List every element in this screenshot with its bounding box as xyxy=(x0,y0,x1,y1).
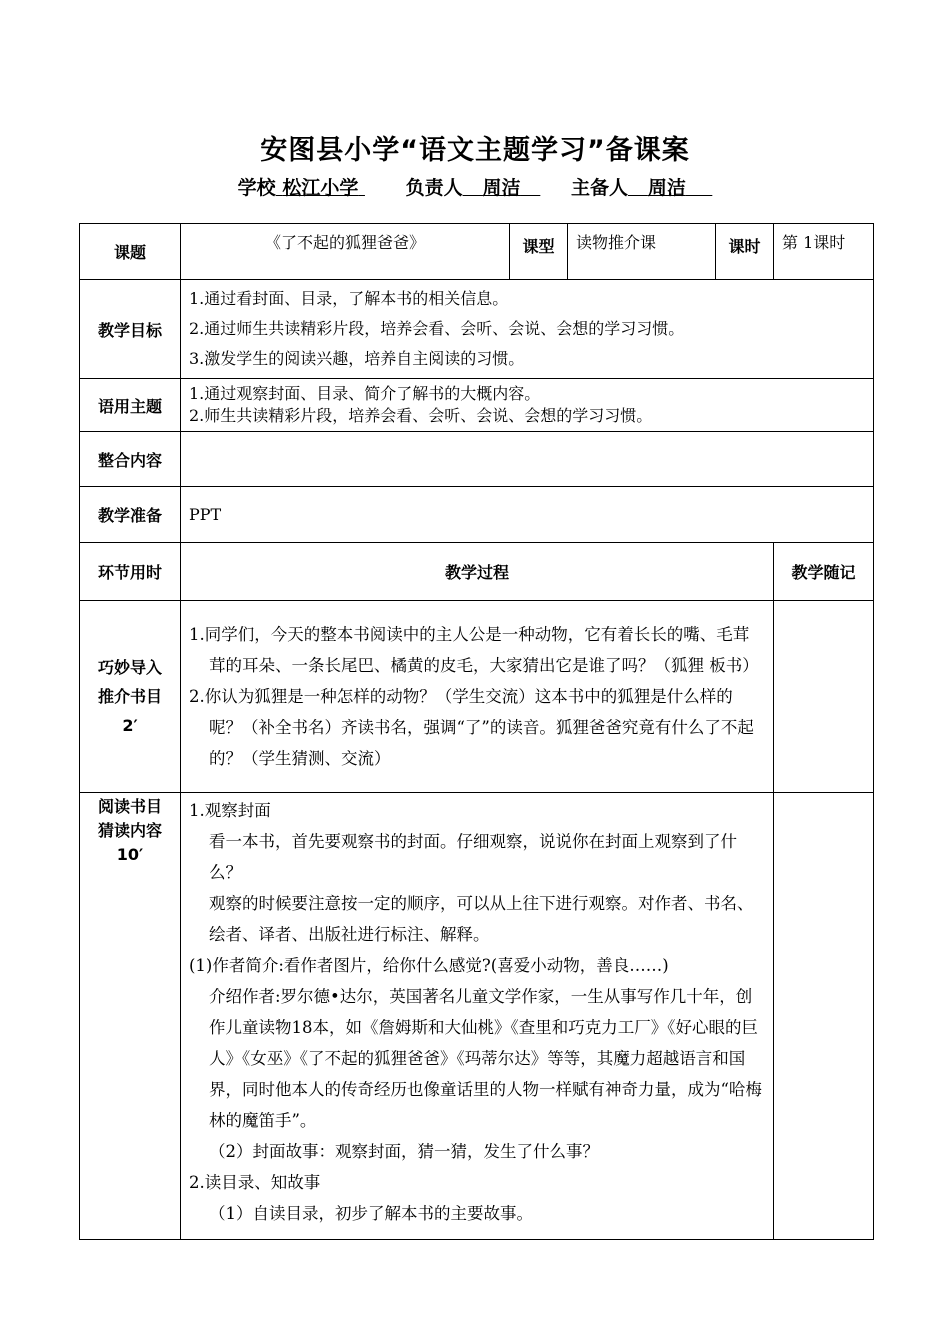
theme-item: 1.通过观察封面、目录、简介了解书的大概内容。 xyxy=(189,384,541,403)
stage2-para: (1)作者简介:看作者图片，给你什么感觉?(喜爱小动物，善良……) xyxy=(189,956,669,975)
stage1-content xyxy=(181,601,774,793)
stage1-label: 巧妙导入 推介书目 2′ xyxy=(80,601,181,793)
preparer-label: 主备人 xyxy=(570,177,628,199)
row-stage1 xyxy=(80,601,874,793)
theme-label: 语用主题 xyxy=(80,379,181,432)
row-integrate xyxy=(80,432,874,487)
row-stage2 xyxy=(80,793,874,1240)
stage2-para: （2）封面故事：观察封面，猜一猜，发生了什么事？ xyxy=(209,1142,599,1161)
leader-label: 负责人 xyxy=(405,177,463,199)
topic-label: 课题 xyxy=(80,224,181,280)
theme-item: 2.师生共读精彩片段，培养会看、会听、会说、会想的学习习惯。 xyxy=(189,406,653,425)
row-process-header xyxy=(80,543,874,601)
row-goals xyxy=(80,280,874,379)
row-theme xyxy=(80,379,874,432)
row-topic xyxy=(80,224,874,280)
period-label: 课时 xyxy=(716,224,774,280)
goals-content xyxy=(181,280,874,379)
stage1-item: 2.你认为狐狸是一种怎样的动物？（学生交流）这本书中的狐狸是什么样的呢？（补全书名）齐读书名，强调“了”的读音。狐狸爸爸究竟有什么了不起的？（学生猜测、交流） xyxy=(189,687,754,768)
stage2-para: 介绍作者:罗尔德•达尔，英国著名儿童文学作家，一生从事写作几十年，创作儿童读物18本，如《詹姆斯和大仙桃》《查里和巧克力工厂》《好心眼的巨人》《女巫》《了不起的狐狸爸爸》《玛蒂尔达》等等，其魔力超越语言和国界，同时他本人的传奇经历也像童话里的人物一样赋有神奇力量，成为“哈梅林的魔笛手”。 xyxy=(209,987,762,1130)
theme-content xyxy=(181,379,874,432)
stage1-item: 1.同学们，今天的整本书阅读中的主人公是一种动物，它有着长长的嘴、毛茸茸的耳朵、一条长尾巴、橘黄的皮毛，大家猜出它是谁了吗？（狐狸 板书） xyxy=(189,625,759,675)
school-label: 学校 xyxy=(237,177,276,199)
lesson-plan-table xyxy=(79,223,874,1240)
stage2-para: （1）自读目录，初步了解本书的主要故事。 xyxy=(209,1204,533,1223)
row-prep xyxy=(80,487,874,543)
type-value: 读物推介课 xyxy=(568,224,716,280)
stage-label: 环节用时 xyxy=(80,543,181,601)
header-meta xyxy=(0,173,950,200)
school-value: 松江小学 xyxy=(282,177,359,199)
stage2-para: 看一本书，首先要观察书的封面。仔细观察，说说你在封面上观察到了什么？ xyxy=(209,832,737,882)
stage2-content xyxy=(181,793,774,1240)
stage2-label: 阅读书目 猜读内容 10′ xyxy=(80,793,181,1240)
topic-value: 《了不起的狐狸爸爸》 xyxy=(181,224,510,280)
goal-item: 3.激发学生的阅读兴趣，培养自主阅读的习惯。 xyxy=(189,349,525,368)
goals-label: 教学目标 xyxy=(80,280,181,379)
integrate-label: 整合内容 xyxy=(80,432,181,487)
notes-label: 教学随记 xyxy=(774,543,874,601)
period-value: 第 1课时 xyxy=(774,224,874,280)
process-label: 教学过程 xyxy=(181,543,774,601)
prep-label: 教学准备 xyxy=(80,487,181,543)
goal-item: 2.通过师生共读精彩片段，培养会看、会听、会说、会想的学习习惯。 xyxy=(189,319,685,338)
integrate-content xyxy=(181,432,874,487)
goal-item: 1.通过看封面、目录，了解本书的相关信息。 xyxy=(189,289,509,308)
leader-value: 周洁 xyxy=(482,177,521,199)
stage2-notes xyxy=(774,793,874,1240)
preparer-value: 周洁 xyxy=(647,177,686,199)
type-label: 课型 xyxy=(510,224,568,280)
prep-content: PPT xyxy=(181,487,874,543)
page-title: 安图县小学“语文主题学习”备课案 xyxy=(260,135,690,166)
stage2-para: 观察的时候要注意按一定的顺序，可以从上往下进行观察。对作者、书名、绘者、译者、出版社进行标注、解释。 xyxy=(209,894,754,944)
stage2-title: 1.观察封面 xyxy=(189,801,271,820)
stage2-para: 2.读目录、知故事 xyxy=(189,1173,321,1192)
stage1-notes xyxy=(774,601,874,793)
